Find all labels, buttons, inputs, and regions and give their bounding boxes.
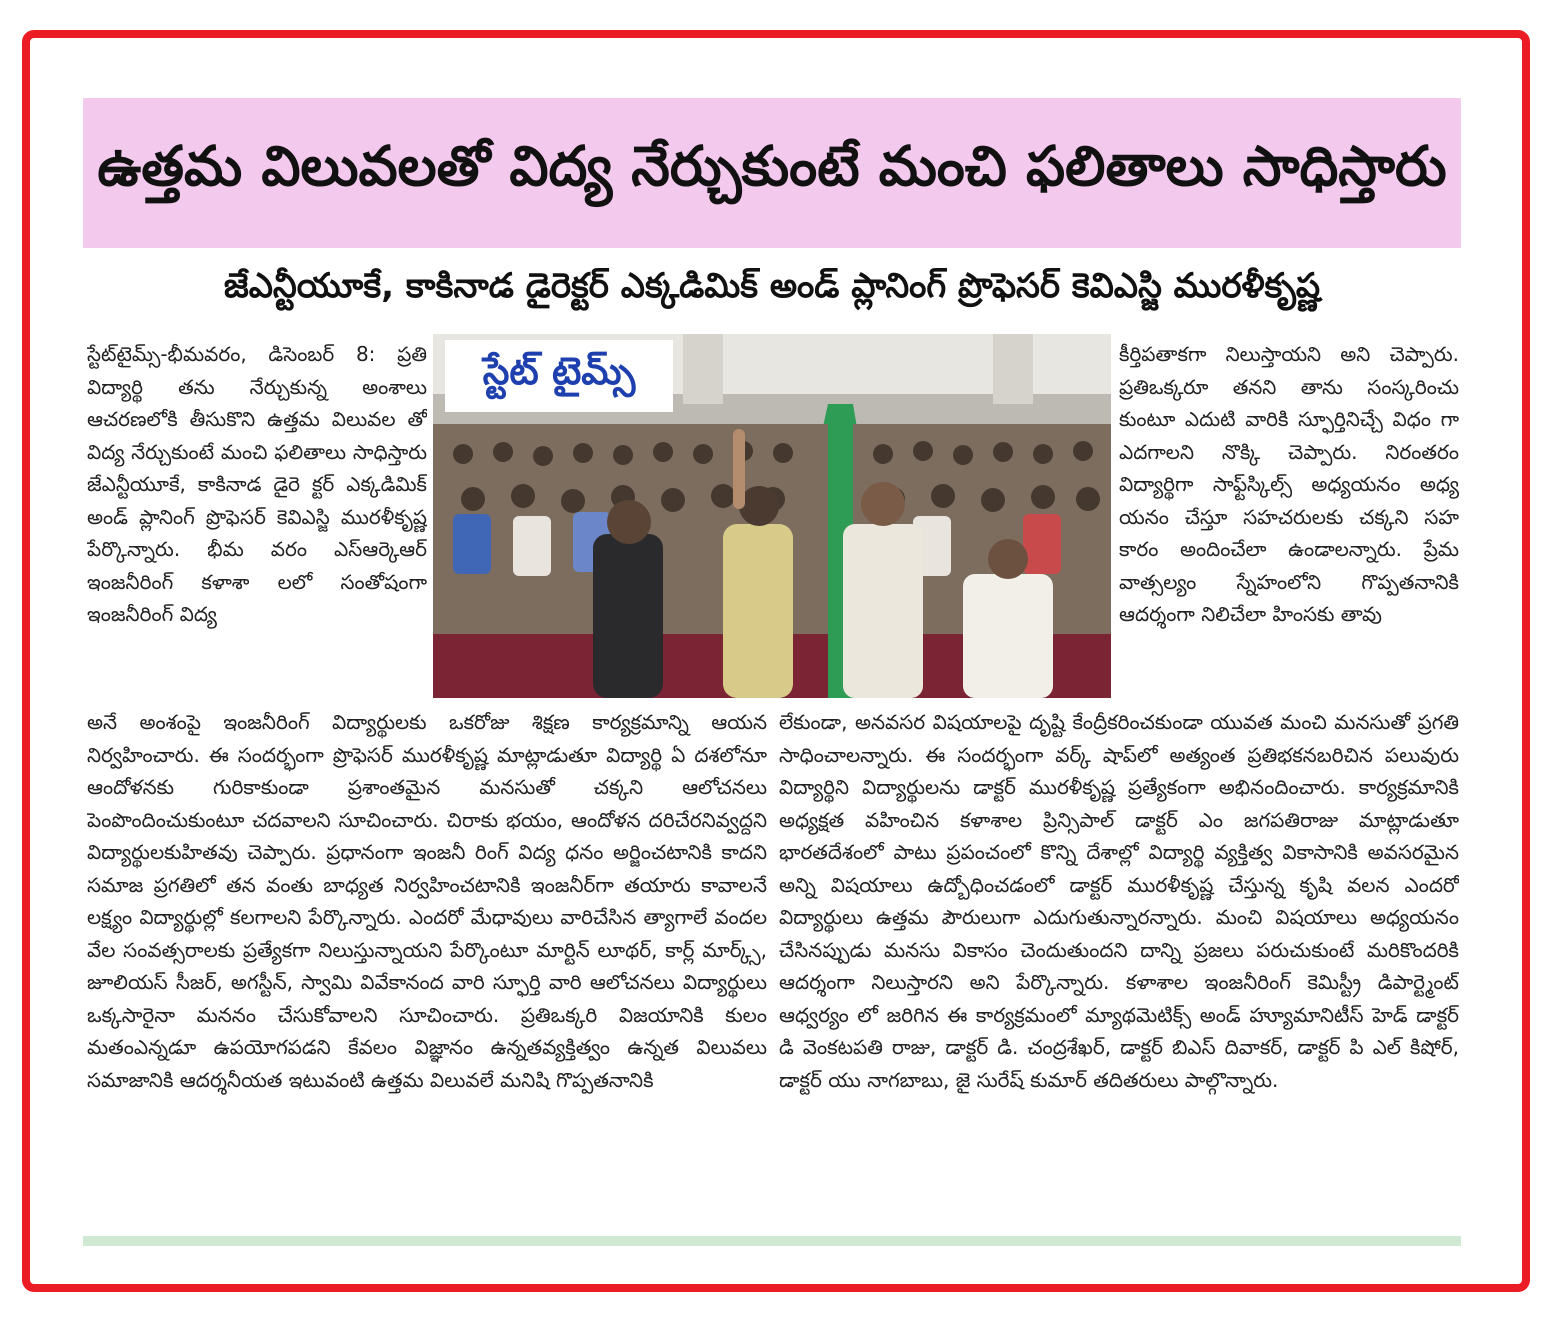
headline-band (83, 98, 1461, 248)
paragraph: స్టేట్‌టైమ్స్-భీమవరం, డిసెంబర్ 8: ప్రతి విద్యార్థి తను నేర్చుకున్న అంశాలు ఆచరణలోకి తీసుకొని ఉత్తమ విలువల తో విద్య నేర్చుకుంటే మంచి ఫలితాలు సాధిస్తారు జేఎన్టీయూకే, కాకినాడ డైరె క్టర్ ఎక్కడిమిక్ అండ్ ప్లానింగ్ ప్రొఫెసర్ కెవిఎస్జి మురళీకృష్ణ పేర్కొన్నారు. భీమ వరం ఎస్ఆర్కెఆర్ ఇంజనీరింగ్ కళాశా లలో సంతోషంగా ఇంజనీరింగ్ విద్య (87, 342, 427, 626)
event-photo (433, 334, 1111, 698)
article-column-left-top (87, 338, 427, 696)
newspaper-brand-logo (445, 340, 673, 412)
paragraph: లేకుండా, అనవసర విషయాలపై దృష్టి కేంద్రీకరించకుండా యువత మంచి మనసుతో ప్రగతి సాధించాలన్నారు. ఈ సందర్భంగా వర్క్ షాప్‌లో అత్యంత ప్రతిభకనబరిచిన పలువురు విద్యార్థిని విద్యార్థులను డాక్టర్ మురళీకృష్ణ ప్రత్యేకంగా అభినందించారు. కార్యక్రమానికి అధ్యక్షత వహించిన కళాశాల ప్రిన్సిపాల్ డాక్టర్ ఎం జగపతిరాజు మాట్లాడుతూ భారతదేశంలో పాటు ప్రపంచంలో కొన్ని దేశాల్లో విద్యార్థి వ్యక్తిత్వ వికాసానికి అవసరమైన అన్ని విషయాలు ఉద్బోధించడంలో డాక్టర్ మురళీకృష్ణ చేస్తున్న కృషి వలన ఎందరో విద్యార్థులు ఉత్తమ పౌరులుగా ఎదుగుతున్నారన్నారు. మంచి విషయాలు అధ్యయనం చేసినప్పుడు మనసు వికాసం చెందుతుందని దాన్ని ప్రజలు పరుచుకుంటే మరికొందరికి ఆదర్శంగా నిలుస్తారని అని పేర్కొన్నారు. కళాశాల ఇంజనీరింగ్ కెమిస్ట్రీ డిపార్ట్మెంట్ ఆధ్వర్యం లో జరిగిన ఈ కార్యక్రమంలో మ్యాథమెటిక్స్ అండ్ హ్యూమానిటీస్ హెడ్ డాక్టర్ డి వెంకటపతి రాజు, డాక్టర్ డి. చంద్రశేఖర్, డాక్టర్ బిఎస్ దివాకర్, డాక్టర్ పి ఎల్ కిషోర్, డాక్టర్ యు నాగబాబు, జై సురేష్ కుమార్ తదితరులు పాల్గొన్నారు. (779, 710, 1459, 1092)
article-column-right-top (1119, 338, 1459, 696)
paragraph: అనే అంశంపై ఇంజనీరింగ్ విద్యార్థులకు ఒకరోజు శిక్షణ కార్యక్రమాన్ని ఆయన నిర్వహించారు. ఈ సందర్భంగా ప్రొఫెసర్ మురళీకృష్ణ మాట్లాడుతూ విద్యార్థి ఏ దశలోనూ ఆందోళనకు గురికాకుండా ప్రశాంతమైన మనసుతో చక్కని ఆలోచనలు పెంపొందించుకుంటూ చదవాలని సూచించారు. చిరాకు భయం, ఆందోళన దరిచేరనివ్వద్దని విద్యార్థులకుహితవు చెప్పారు. ప్రధానంగా ఇంజనీ రింగ్ విద్య ధనం అర్జించటానికి కాదని సమాజ ప్రగతిలో తన వంతు బాధ్యత నిర్వహించటానికి ఇంజనీర్‌గా తయారు కావాలనే లక్ష్యం విద్యార్థుల్లో కలగాలని పేర్కొన్నారు. ఎందరో మేధావులు వారిచేసిన త్యాగాలే వందల వేల సంవత్సరాలకు ప్రత్యేకగా నిలుస్తున్నాయని పేర్కొంటూ మార్టిన్ లూథర్, కార్ల్ మార్క్స్, జూలియస్ సీజర్, అగస్టీన్, స్వామి వివేకానంద వారి స్ఫూర్తి వారి ఆలోచనలు విద్యార్థులు ఒక్కసారైనా మననం చేసుకోవాలని సూచించారు. ప్రతిఒక్కరి విజయానికి కులం మతంఎన్నడూ ఉపయోగపడని కేవలం విజ్ఞానం ఉన్నతవ్యక్తిత్వం ఉన్నత విలువలు సమాజానికి ఆదర్శనీయత ఇటువంటి ఉత్తమ విలువలే మనిషి గొప్పతనానికి (87, 710, 767, 1092)
subheadline: జేఎన్టీయూకే, కాకినాడ డైరెక్టర్ ఎక్కడిమిక్ అండ్ ప్లానింగ్ ప్రొఫెసర్ కెవిఎస్జి మురళీకృష్ణ (223, 266, 1321, 306)
article-column-right-bottom (779, 706, 1459, 1226)
paragraph: కీర్తిపతాకగా నిలుస్తాయని అని చెప్పారు. ప్రతిఒక్కరూ తనని తాను సంస్కరించు కుంటూ ఎదుటి వారికి స్ఫూర్తినిచ్చే విధం గా ఎదగాలని నొక్కి చెప్పారు. నిరంతరం విద్యార్థిగా సాఫ్ట్‌స్కిల్స్ అధ్యయనం అధ్య యనం చేస్తూ సహచరులకు చక్కని సహ కారం అందించేలా ఉండాలన్నారు. ప్రేమ వాత్సల్యం స్నేహంలోని గొప్పతనానికి ఆదర్శంగా నిలిచేలా హింసకు తావు (1119, 342, 1459, 626)
subheadline-band (83, 248, 1461, 332)
newspaper-clipping (83, 98, 1461, 1246)
headline: ఉత్తమ విలువలతో విద్య నేర్చుకుంటే మంచి ఫలితాలు సాధిస్తారు (97, 134, 1447, 198)
article-column-left-bottom (87, 706, 767, 1226)
brand-logo-text: స్టేట్ టైమ్స్ (482, 349, 636, 393)
footer-band (83, 1236, 1461, 1246)
